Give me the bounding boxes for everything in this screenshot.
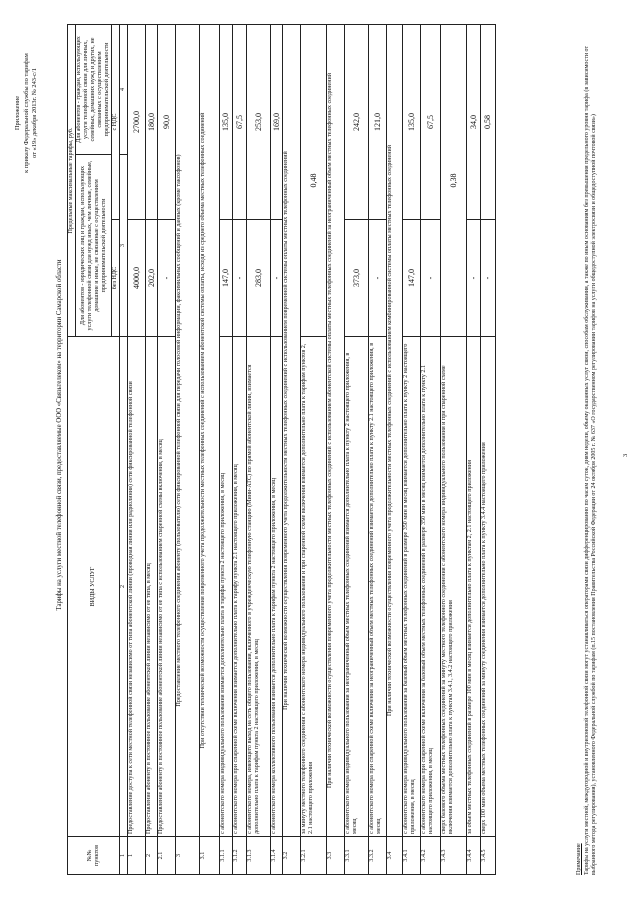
row-number: 3.4.1	[403, 837, 421, 875]
table-row	[441, 25, 467, 875]
service-name: с абонентского номера индивидуального пользования взимается дополнительно плата в тарифы пункта 2 настоящего приложения, в месяц	[220, 337, 233, 837]
section-title: При отсутствии технической возможности осуществления повременного учета продолжительности местных телефонных соединений с использованием абонентской системы оплаты, исходя из среднего объема местных телефонных соединений	[200, 25, 220, 837]
table-row	[271, 25, 283, 875]
tariff-legal: 373,0	[345, 220, 369, 337]
tariff-citizen: 67,5	[233, 25, 247, 220]
shared-tariff: 0,38	[441, 25, 467, 337]
tariff-citizen: 67,5	[421, 25, 441, 220]
tariff-table	[67, 24, 496, 875]
section-row	[283, 25, 301, 875]
document-title: Тарифы на услуги местной телефонной связи, предоставляемые ООО «Связьтелеком» на территории Самарской области	[56, 259, 63, 611]
header-vat-incl: с НДС	[112, 25, 120, 220]
appendix-header	[14, 18, 40, 208]
row-number: 2	[146, 837, 158, 875]
section-row	[387, 25, 403, 875]
tariff-citizen: 169,0	[271, 25, 283, 220]
table-row	[345, 25, 369, 875]
section-row	[176, 25, 200, 875]
service-name: с абонентского номера при спаренной схеме включения за базовый объем местных телефонных соединений в размере 350 мин в месяц взимается дополнительно плата к пункту 2.1 настоящего приложения, в месяц	[421, 337, 441, 837]
row-number: 3.3.2	[369, 837, 387, 875]
header-legal: Для абонентов - юридических лиц и граждан, использующих услуги телефонной связи для нужд иных, чем личные, семейные, домашние и иные, не связанные с осуществлением предпринимательской деятельности	[76, 155, 112, 337]
tariff-legal: -	[233, 220, 247, 337]
note	[576, 25, 599, 875]
row-number: 3.1.3	[247, 837, 271, 875]
tariff-citizen: 180,0	[146, 25, 158, 220]
row-number: 3.4	[387, 837, 403, 875]
index-3: 3	[120, 155, 128, 337]
service-name: за минуту местного телефонного соединения с абонентского номера индивидуального пользования и при спаренной схеме включения взимается дополнительно плата к тарифам пунктов 2, 2.1 настоящего приложения	[301, 337, 327, 837]
index-2: 2	[120, 337, 128, 837]
table-body	[128, 25, 496, 875]
index-1: 1	[120, 837, 128, 875]
row-number: 3.2	[283, 837, 301, 875]
service-name: сверх базового объема местных телефонных соединений за минуту местного телефонного соединения с абонентского номера индивидуального пользования и при спаренной схеме включения взимается дополнительно плата к пунктам 3.4.1, 3.4.2 настоящего приложения	[441, 337, 467, 837]
tariff-citizen: 90,0	[158, 25, 176, 220]
table-row	[369, 25, 387, 875]
row-number: 3.1.4	[271, 837, 283, 875]
tariff-legal: 147,0	[403, 220, 421, 337]
table-row	[403, 25, 421, 875]
tariff-citizen: 253,0	[247, 25, 271, 220]
service-name: с абонентского номера индивидуального пользования за неограниченный объем местных телефонных соединений взимается дополнительно плата к пункту 2 настоящего приложения, в месяц	[345, 337, 369, 837]
table-row	[467, 25, 481, 875]
table-row	[301, 25, 327, 875]
row-number: 2.1	[158, 837, 176, 875]
tariff-legal: 147,0	[220, 220, 233, 337]
tariff-legal: -	[421, 220, 441, 337]
service-name: с абонентского номера индивидуального пользования за базовый объем местных телефонных соединений в размере 350 мин в месяц взимается дополнительно плата к пункту 2 настоящего приложения, в месяц	[403, 337, 421, 837]
row-number: 3	[176, 837, 200, 875]
tariff-legal: 283,0	[247, 220, 271, 337]
header-index-row	[120, 25, 128, 875]
header-citizens: Для абонентов - граждан, использующих услуги телефонной связи для личных, семейных, домашних нужд и других, не связанных с осуществлением предпринимательской деятельности	[76, 25, 112, 155]
row-number: 3.3	[327, 837, 345, 875]
tariff-legal: -	[481, 220, 496, 337]
table-row	[233, 25, 247, 875]
row-number: 3.4.5	[481, 837, 496, 875]
service-name: Предоставление абоненту в постоянное пользование абонентской линии независимо от ее типа, в месяц	[146, 337, 158, 837]
tariff-citizen: 242,0	[345, 25, 369, 220]
header-services: ВИДЫ УСЛУГ	[68, 337, 120, 837]
service-name: за объем местных телефонных соединений в размере 100 мин в месяц взимается дополнительно плата к пунктам 2, 2.1 настоящего приложения	[467, 337, 481, 837]
section-title: Предоставление местного телефонного соединения абоненту (пользователю) сети фиксированной телефонной связи для передачи голосовой информации, факсимильных сообщений и данных (кроме таксофонов)	[176, 25, 200, 837]
row-number: 3.4.2	[421, 837, 441, 875]
header-tariffs: Предельные максимальные тарифы, руб.	[68, 25, 76, 337]
table-row	[481, 25, 496, 875]
tariff-legal: -	[271, 220, 283, 337]
service-name: с абонентского номера коллективного пользования взимается дополнительно плата к тарифам пункта 2 настоящего приложения, в месяц	[271, 337, 283, 837]
row-number: 3.3.1	[345, 837, 369, 875]
section-row	[327, 25, 345, 875]
tariff-citizen: 135,0	[220, 25, 233, 220]
shared-tariff: 0,48	[301, 25, 327, 337]
table-row	[421, 25, 441, 875]
table-row	[128, 25, 146, 875]
index-4: 4	[120, 25, 128, 155]
note-text: Тарифы на услуги местной, междугородной и внутризоновой телефонной связи могут устанавливаться операторами связи дифференцированно по часам суток, дням недели, объему оказанных услуг связи, способам обслуживания, а также по иным основаниям без превышения предельного уровня тарифа (в зависимости от выбранного метода регулирования), установленного Федеральной службой по тарифам (п.15 постановления Правительства Российской Федерации от 24 октября 2005 г. № 637 «О государственном регулировании тарифов на услуги общедоступной электросвязи и общедоступной почтовой связи»)	[583, 45, 597, 875]
service-name: с абонентского номера, имеющего выход на сеть общего пользования, включенного в учрежденческую телефонную станцию (Мини-АТС) по прямой абонентской линии, взимается дополнительно плата к тарифам пункта 2 настоящего приложения, в месяц	[247, 337, 271, 837]
header-row-1	[68, 25, 76, 875]
appendix-title: Приложение	[14, 95, 21, 131]
service-name: с абонентского номера при спаренной схеме включения взимается дополнительно плата к тарифу пункта 2.1 настоящего приложения, в месяц	[233, 337, 247, 837]
section-row	[200, 25, 220, 875]
service-name: сверх 100 мин объема местных телефонных соединений за минуту соединения взимается дополнительно плата к пункту 3.4.4 настоящего приложения	[481, 337, 496, 837]
service-name: с абонентского номера при спаренной схеме включения за неограниченный объем местных телефонных соединений взимается дополнительно плата к пункту 2.1 настоящего приложения, в месяц	[369, 337, 387, 837]
tariff-citizen: 34,0	[467, 25, 481, 220]
row-number: 3.4.3	[441, 837, 467, 875]
header-vat-excl: без НДС	[112, 220, 120, 337]
header-num: №№ пунктов	[68, 837, 120, 875]
appendix-line1: к приказу Федеральной службы по тарифам	[22, 53, 30, 173]
service-name: Предоставление абоненту в постоянное пользование абонентской линии независимо от ее типа с использованием спаренной схемы включения, в месяц	[158, 337, 176, 837]
table-row	[158, 25, 176, 875]
page-number: 3	[622, 453, 629, 457]
tariff-legal: -	[467, 220, 481, 337]
row-number: 3.1	[200, 837, 220, 875]
tariff-legal: 4000,0	[128, 220, 146, 337]
tariff-citizen: 135,0	[403, 25, 421, 220]
row-number: 3.4.4	[467, 837, 481, 875]
row-number: 1	[128, 837, 146, 875]
tariff-legal: -	[158, 220, 176, 337]
table-row	[247, 25, 271, 875]
section-title: При наличии технической возможности осуществления повременного учета продолжительности местных телефонных соединений с использованием повременной системы оплаты местных телефонных соединений	[283, 25, 301, 837]
service-name: Предоставление доступа к сети местной телефонной связи независимо от типа абонентской линии (проводная линия или радиолиния) сети фиксированной телефонной связи	[128, 337, 146, 837]
row-number: 3.1.2	[233, 837, 247, 875]
section-title: При наличии технической возможности осуществления повременного учета продолжительности местных телефонных соединений с использованием абонентской системы оплаты местных телефонных соединений за неограниченный объем местных телефонных соединений	[327, 25, 345, 837]
row-number: 3.1.1	[220, 837, 233, 875]
tariff-legal: -	[369, 220, 387, 337]
row-number: 3.2.1	[301, 837, 327, 875]
table-row	[220, 25, 233, 875]
tariff-citizen: 0,58	[481, 25, 496, 220]
tariff-citizen: 121,0	[369, 25, 387, 220]
section-title: При наличии технической возможности осуществления повременного учета продолжительности местных телефонных соединений с использованием комбинированной системы оплаты местных телефонных соединений	[387, 25, 403, 837]
tariff-legal: 202,0	[146, 220, 158, 337]
appendix-line2: от «19» декабря 2013г. № 243-с/1	[31, 68, 39, 158]
note-label: Примечание	[576, 843, 582, 875]
table-row	[146, 25, 158, 875]
tariff-citizen: 2700,0	[128, 25, 146, 220]
